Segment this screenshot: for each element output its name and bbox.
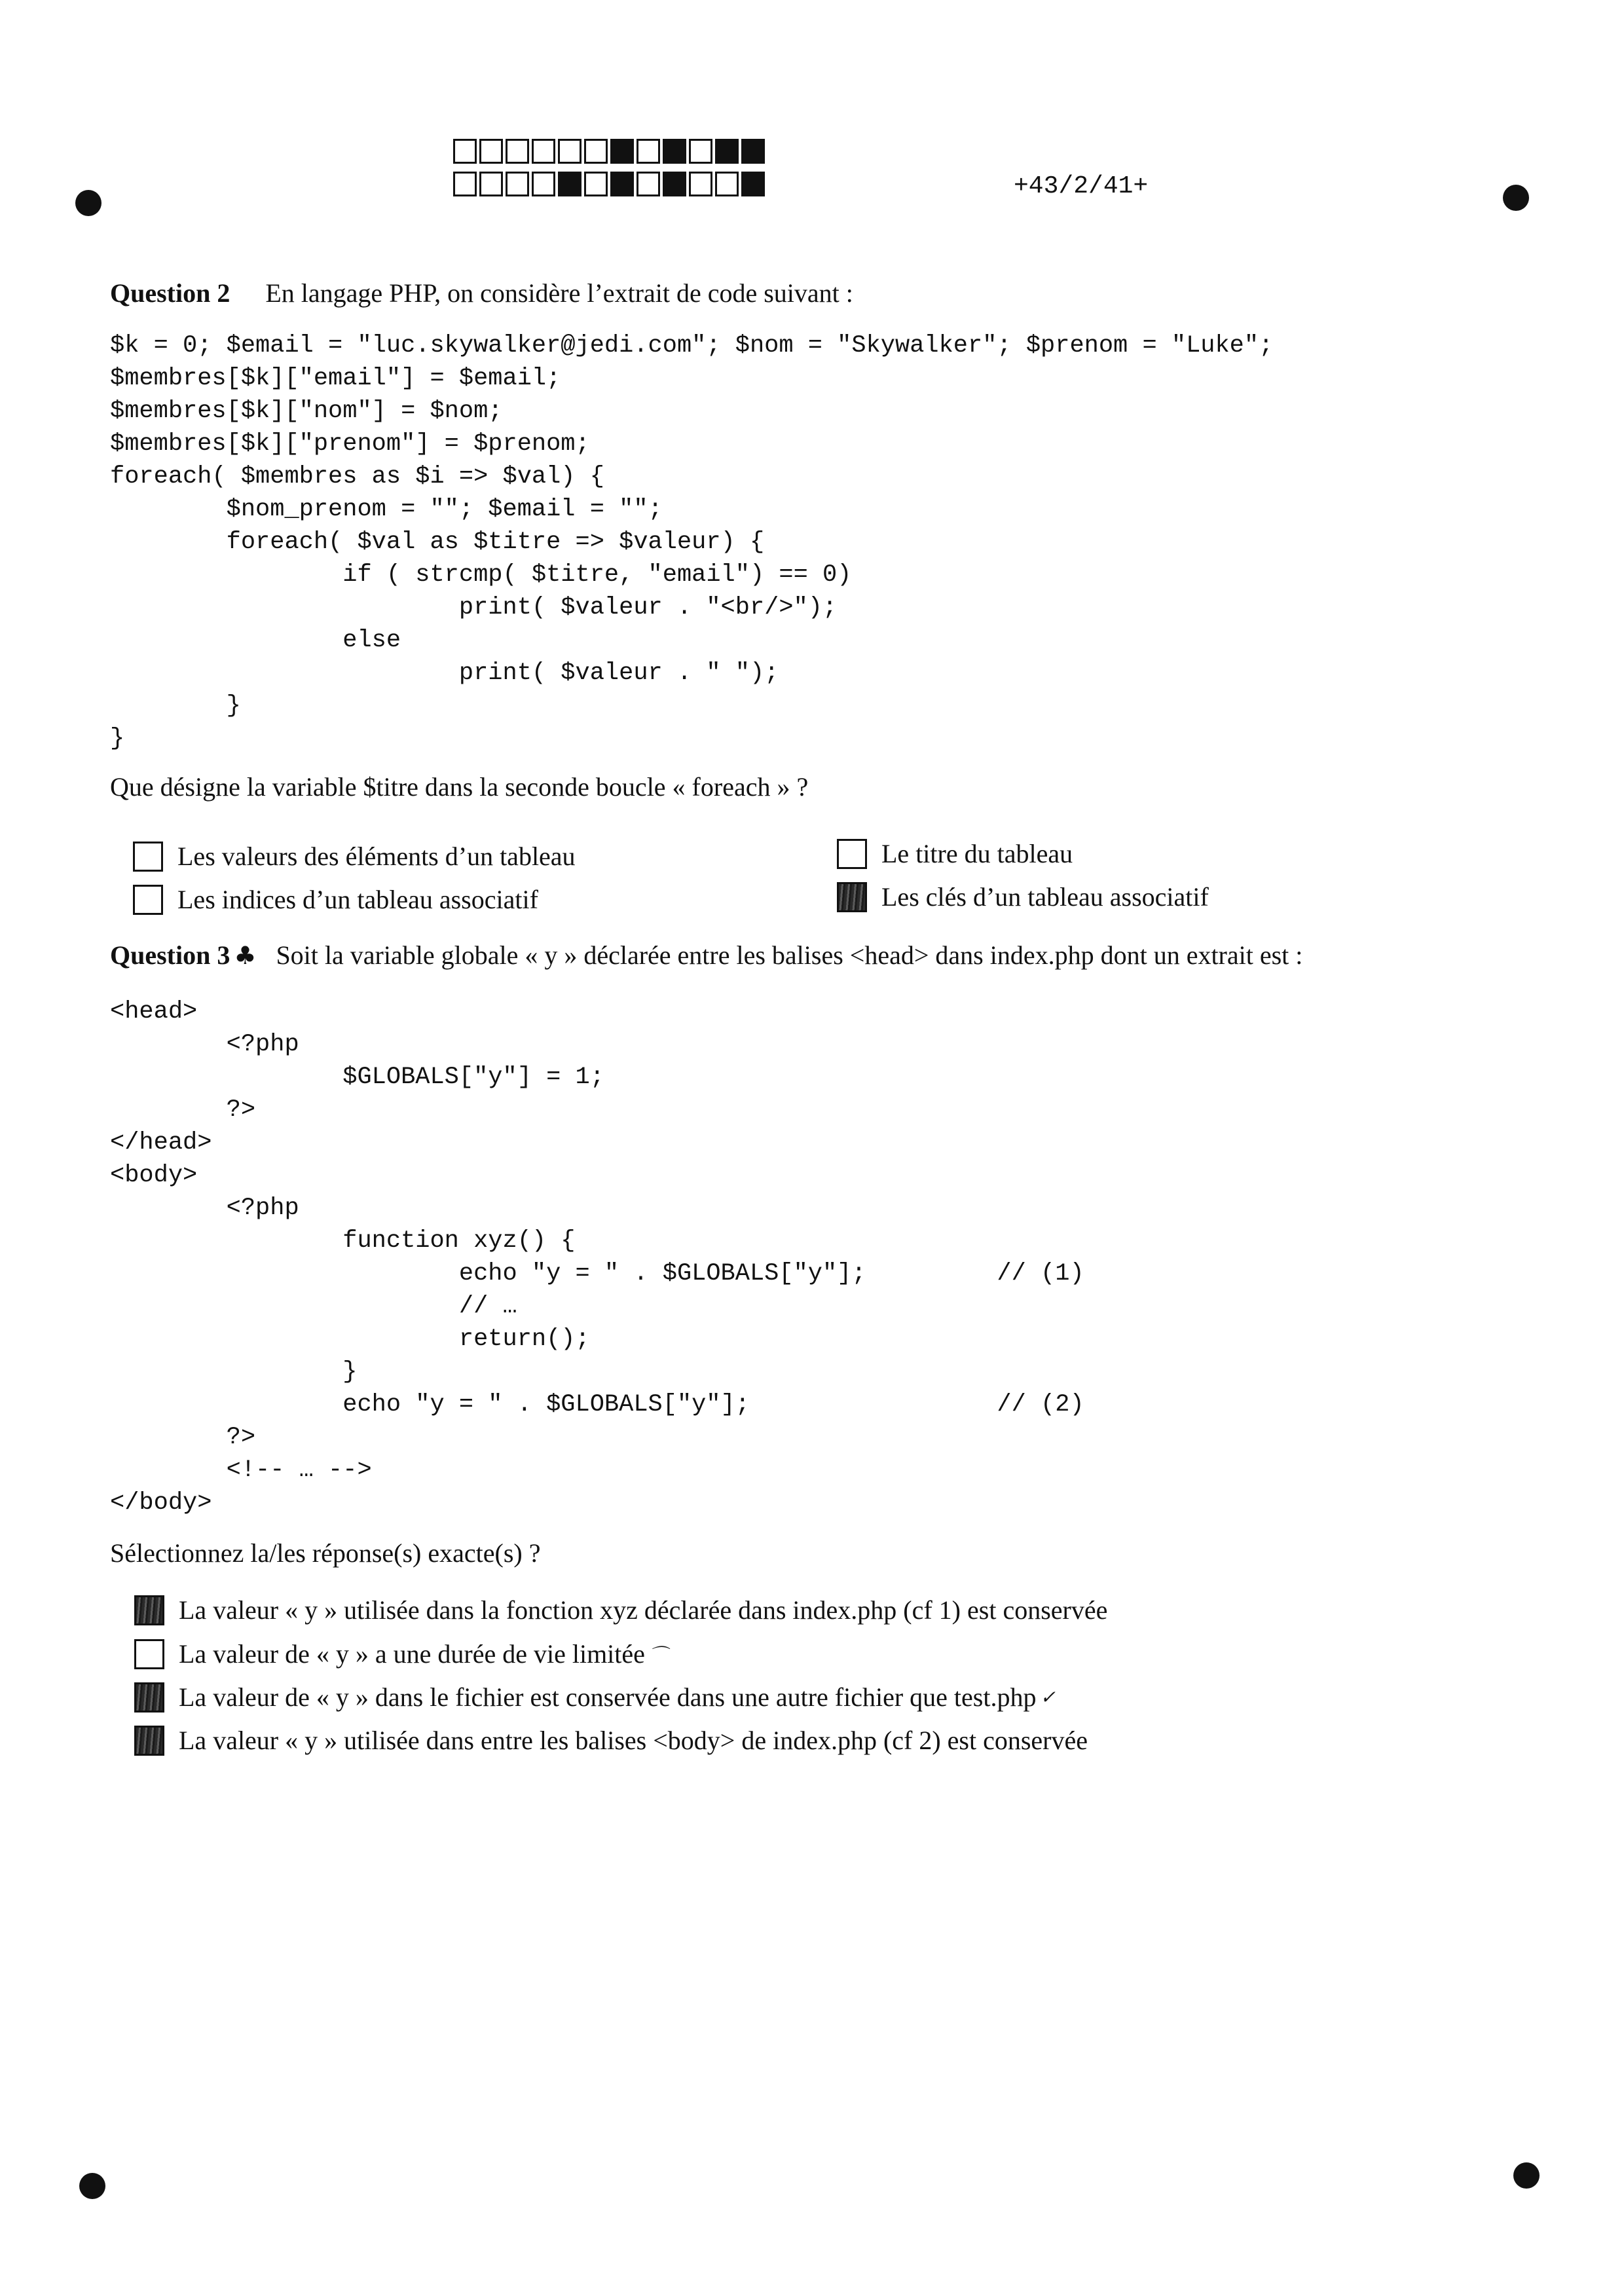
barcode-cell-filled [610, 172, 634, 196]
barcode-cell-empty [715, 172, 739, 196]
checkbox-checked[interactable] [134, 1595, 164, 1625]
barcode-cell-filled [715, 139, 739, 164]
question-3-prompt: Sélectionnez la/les réponse(s) exacte(s) ? [110, 1538, 541, 1568]
page-identifier: +43/2/41+ [1014, 172, 1149, 200]
question-3-label: Question 3 [110, 940, 231, 970]
barcode-cell-filled [741, 139, 765, 164]
checkbox-checked[interactable] [837, 882, 867, 912]
checkbox-checked[interactable] [134, 1726, 164, 1756]
barcode-cell-empty [689, 139, 712, 164]
q3-option-4[interactable] [134, 1725, 1088, 1756]
q2-option-1[interactable] [133, 841, 576, 872]
checkbox[interactable] [133, 842, 163, 872]
barcode-cell-empty [689, 172, 712, 196]
barcode-cell-filled [663, 139, 686, 164]
q2-option-3[interactable] [837, 838, 1073, 869]
registration-mark-bottom-right [1513, 2162, 1540, 2189]
barcode-cell-empty [506, 139, 529, 164]
option-label: Les indices d’un tableau associatif [177, 885, 538, 914]
barcode-cell-empty [637, 172, 660, 196]
registration-mark-top-left [75, 190, 101, 216]
barcode-cell-filled [610, 139, 634, 164]
barcode-cell-empty [453, 172, 477, 196]
option-label: La valeur « y » utilisée dans entre les balises <body> de index.php (cf 2) est conservée [179, 1726, 1088, 1755]
question-3-code: <head> <?php $GLOBALS["y"] = 1; ?> </head> <body> <?php function xyz() { echo "y = " . $GLOBALS["y"]; // (1) // … return(); } echo "y = " . $GLOBALS["y"]; // (2) ?> <!-- … --> </body> [110, 998, 1084, 1517]
barcode-cell-empty [584, 172, 608, 196]
question-2-code: $k = 0; $email = "luc.skywalker@jedi.com"; $nom = "Skywalker"; $prenom = "Luke"; $membres[$k]["email"] = $email; $membres[$k]["nom"] = $nom; $membres[$k]["prenom"] = $prenom; foreach( $membres as $i => $val) { $nom_prenom = ""; $email = ""; foreach( $val as $titre => $valeur) { if ( strcmp( $titre, "email") == 0) print( $valeur . "<br/>"); else print( $valeur . " "); } } [110, 332, 1274, 752]
barcode-cell-empty [506, 172, 529, 196]
handwritten-mark: ⌒ [648, 1645, 667, 1666]
barcode-cell-empty [479, 172, 503, 196]
option-label: Les valeurs des éléments d’un tableau [177, 842, 576, 871]
q2-option-2[interactable] [133, 884, 538, 915]
club-icon: ♣ [234, 941, 257, 970]
question-2-label: Question 2 [110, 278, 231, 308]
q3-option-1[interactable] [134, 1595, 1107, 1625]
question-2-text: En langage PHP, on considère l’extrait de code suivant : [265, 278, 853, 308]
question-2-title [110, 278, 853, 308]
barcode-cell-empty [532, 139, 555, 164]
handwritten-check-mark: ✓ [1040, 1687, 1056, 1708]
checkbox[interactable] [837, 839, 867, 869]
checkbox[interactable] [133, 885, 163, 915]
barcode-cell-empty [532, 172, 555, 196]
barcode-cell-filled [558, 172, 581, 196]
barcode-cell-empty [558, 139, 581, 164]
q3-option-2[interactable] [134, 1639, 667, 1669]
question-3-title [110, 940, 1302, 971]
checkbox[interactable] [134, 1639, 164, 1669]
barcode-row-2 [453, 172, 767, 196]
q2-option-4[interactable] [837, 881, 1209, 912]
option-label: Le titre du tableau [881, 839, 1073, 868]
barcode-cell-filled [663, 172, 686, 196]
q3-option-3[interactable] [134, 1682, 1056, 1713]
option-label: La valeur de « y » a une durée de vie limitée [179, 1639, 645, 1669]
option-label: La valeur « y » utilisée dans la fonction xyz déclarée dans index.php (cf 1) est conservée [179, 1595, 1108, 1625]
question-2-prompt: Que désigne la variable $titre dans la seconde boucle « foreach » ? [110, 772, 809, 802]
checkbox-checked[interactable] [134, 1682, 164, 1713]
barcode-cell-filled [741, 172, 765, 196]
barcode-cell-empty [479, 139, 503, 164]
barcode-cell-empty [637, 139, 660, 164]
option-label: Les clés d’un tableau associatif [881, 882, 1209, 912]
registration-mark-bottom-left [79, 2173, 105, 2199]
registration-mark-top-right [1503, 185, 1529, 211]
barcode-row-1 [453, 139, 767, 164]
question-3-text: Soit la variable globale « y » déclarée entre les balises <head> dans index.php dont un extrait est : [276, 940, 1303, 970]
barcode-cell-empty [453, 139, 477, 164]
barcode-cell-empty [584, 139, 608, 164]
option-label: La valeur de « y » dans le fichier est conservée dans une autre fichier que test.php [179, 1682, 1037, 1712]
